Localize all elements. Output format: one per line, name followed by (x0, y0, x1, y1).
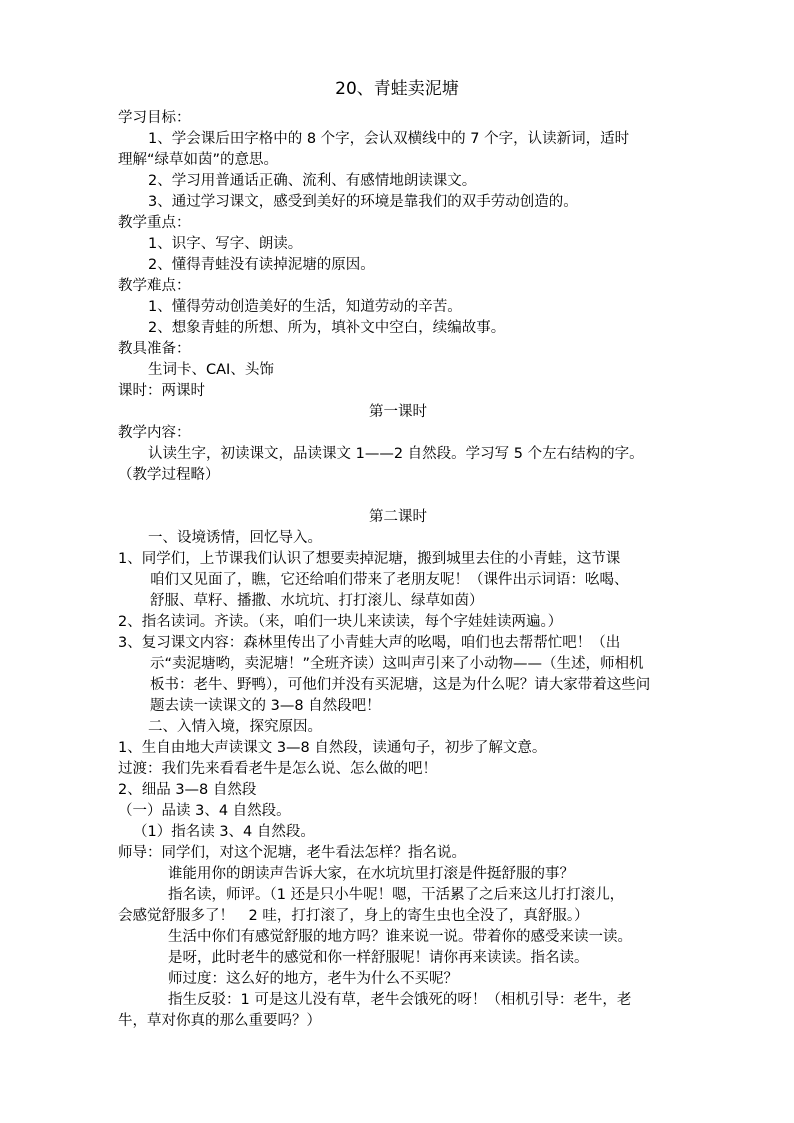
lesson2-line: 牛，草对你真的那么重要吗？） (118, 1013, 321, 1029)
lesson2-line: 指名读，师评。（1 还是只小牛呢！嗯，干活累了之后来这儿打打滚儿， (168, 887, 625, 903)
tools-text: 生词卡、CAI、头饰 (148, 362, 274, 378)
lesson2-line: 2、指名读词。齐读。（来，咱们一块儿来读读，每个字娃娃读两遍。） (118, 614, 563, 630)
lesson2-line: 生活中你们有感觉舒服的地方吗？谁来说一说。带着你的感受来读一读。 (168, 929, 632, 945)
lesson2-line: 过渡：我们先来看看老牛是怎么说、怎么做的吧！ (118, 761, 437, 777)
goal-line: 理解“绿草如茵”的意思。 (118, 152, 279, 168)
lesson2-line: 师过度：这么好的地方，老牛为什么不买呢？ (168, 971, 458, 987)
tools-heading: 教具准备： (118, 341, 191, 357)
lesson2-line: （1）指名读 3、4 自然段。 (133, 824, 315, 840)
lesson2-line: （一）品读 3、4 自然段。 (118, 803, 291, 819)
content-line: 认读生字，初读课文，品读课文 1——2 自然段。学习写 5 个左右结构的字。 (148, 446, 644, 462)
difficulty-line: 1、懂得劳动创造美好的生活，知道劳动的辛苦。 (148, 299, 462, 315)
lesson2-line: 一、设境诱情，回忆导入。 (148, 530, 322, 546)
goal-line: 2、学习用普通话正确、流利、有感情地朗读课文。 (148, 173, 477, 189)
lesson2-line: 1、同学们，上节课我们认识了想要卖掉泥塘，搬到城里去住的小青蛙，这节课 (118, 551, 621, 567)
lesson2-line: 咱们又见面了，瞧，它还给咱们带来了老朋友呢！（课件出示词语：吆喝、 (150, 572, 629, 588)
lesson2-line: 2、细品 3—8 自然段 (118, 782, 257, 798)
lesson2-line: 示“卖泥塘哟，卖泥塘！”全班齐读）这叫声引来了小动物——（生述，师相机 (150, 656, 644, 672)
goal-line: 1、学会课后田字格中的 8 个字，会认双横线中的 7 个字，认读新词，适时 (148, 131, 630, 147)
lesson2-line: 板书：老牛、野鸭），可他们并没有买泥塘，这是为什么呢？请大家带着这些问 (150, 677, 651, 693)
content-line: （教学过程略） (118, 467, 220, 483)
lesson2-line: 1、生自由地大声读课文 3—8 自然段，读通句子，初步了解文意。 (118, 740, 547, 756)
difficulties-heading: 教学难点： (118, 278, 191, 294)
lesson2-line: 是呀，此时老牛的感觉和你一样舒服呢！请你再来读读。指名读。 (168, 950, 589, 966)
lesson2-line: 题去读一读课文的 3—8 自然段吧！ (150, 698, 381, 714)
keypoint-line: 1、识字、写字、朗读。 (148, 236, 303, 252)
goal-line: 3、通过学习课文，感受到美好的环境是靠我们的双手劳动创造的。 (148, 194, 578, 210)
lesson2-line: 舒服、草籽、播撒、水坑坑、打打滚儿、绿草如茵） (150, 593, 484, 609)
hours-text: 课时：两课时 (118, 383, 205, 399)
content-heading: 教学内容： (118, 425, 191, 441)
lesson2-line: 会感觉舒服多了！ 2 哇，打打滚了，身上的寄生虫也全没了，真舒服。） (118, 908, 589, 924)
lesson1-title: 第一课时 (369, 404, 427, 420)
keypoints-heading: 教学重点： (118, 215, 191, 231)
lesson2-line: 二、入情入境，探究原因。 (148, 719, 322, 735)
keypoint-line: 2、懂得青蛙没有读掉泥塘的原因。 (148, 257, 375, 273)
lesson2-line: 师导：同学们，对这个泥塘，老牛看法怎样？指名说。 (118, 845, 466, 861)
lesson2-line: 指生反驳：1 可是这儿没有草，老牛会饿死的呀！（相机引导：老牛，老 (168, 992, 632, 1008)
doc-title: 20、青蛙卖泥塘 (335, 79, 459, 99)
difficulty-line: 2、想象青蛙的所想、所为，填补文中空白，续编故事。 (148, 320, 506, 336)
lesson2-line: 谁能用你的朗读声告诉大家，在水坑坑里打滚是件挺舒服的事？ (168, 866, 574, 882)
lesson2-line: 3、复习课文内容：森林里传出了小青蛙大声的吆喝，咱们也去帮帮忙吧！（出 (118, 635, 621, 651)
lesson2-title: 第二课时 (369, 509, 427, 525)
goals-heading: 学习目标： (118, 110, 191, 126)
